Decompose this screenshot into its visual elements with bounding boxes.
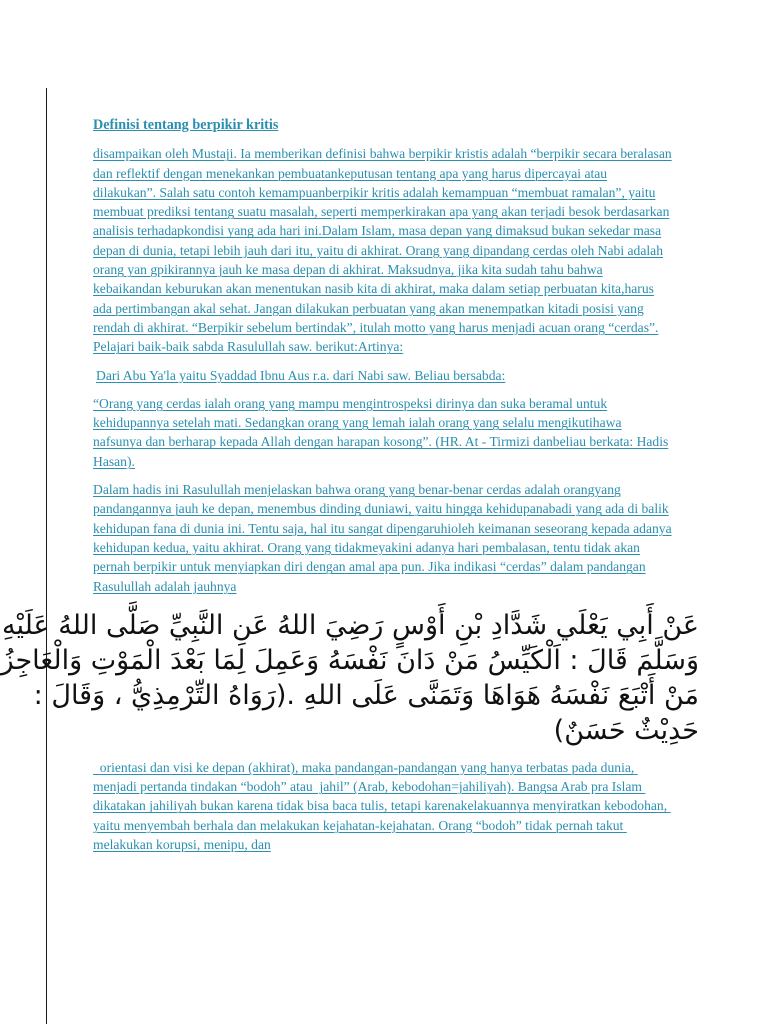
paragraph-closing[interactable]: orientasi dan visi ke depan (akhirat), maka pandangan-pandangan yang hanya terbatas pada dunia, menjadi pertanda tindakan “bodoh” atau jahil” (Arab, kebodohan=jahiliyah). Bangsa Arab pra Islam dikatakan jahiliyah bukan karena tidak bisa baca tulis, tetapi karenakelakuannya menyiratkan kebodohan, yaitu menyembah berhala dan melakukan kejahatan-kejahatan. Orang “bodoh” tidak pernah takut melakukan korupsi, menipu, dan [93,759,671,853]
arabic-line-4: حَدِيْثٌ حَسَنٌ) [553,714,699,746]
paragraph-explanation[interactable]: Dalam hadis ini Rasulullah menjelaskan bahwa orang yang benar-benar cerdas adalah orangyang pandangannya jauh ke depan, menembus dinding duniawi, yaitu hingga kehidupanabadi yang ada di balik kehidupan fana di dunia ini. Tentu saja, hal itu sangat dipengaruhioleh keimanan seseorang kepada adanya kehidupan kedua, yaitu akhirat. Orang yang tidakmeyakini adanya hari pembalasan, tentu tidak akan pernah berpikir untuk menyiapkan diri dengan amal apa pun. Jika indikasi “cerdas” dalam pandangan Rasulullah adalah jauhnya [93,482,672,594]
paragraph-hadith-intro[interactable]: Dari Abu Ya'la yaitu Syaddad Ibnu Aus r.a. dari Nabi saw. Beliau bersabda: [96,367,506,383]
paragraph-hadith-translation[interactable]: “Orang yang cerdas ialah orang yang mampu mengintrospeksi dirinya dan suka beramal untuk kehidupannya setelah mati. Sedangkan orang yang lemah ialah orang yang selalu mengikutihawa nafsunya dan berharap kepada Allah dengan harapan kosong”. (HR. At - Tirmizi danbeliau berkata: Hadis Hasan). [93,395,669,469]
arabic-line-1: عَنْ أَبِي يَعْلَي شَدَّادِ بْنِ أَوْسٍ رَضِيَ اللهُ عَنِ النَّبِيِّ صَلَّى اللهُ عَلَيْهِ [1,609,699,641]
document-body [0,116,699,863]
arabic-line-2: وَسَلَّمَ قَالَ : اَلْكَيِّسُ مَنْ دَانَ نَفْسَهُ وَعَمِلَ لِمَا بَعْدَ الْمَوْتِ وَالْعَاجِزُ [0,644,699,676]
arabic-line-3: مَنْ أَتْبَعَ نَفْسَهُ هَوَاهَا وَتَمَنَّى عَلَى اللهِ .(رَوَاهُ التِّرْمِذِيُّ ، وَقَالَ : [33,679,699,711]
paragraph-definition[interactable]: disampaikan oleh Mustaji. Ia memberikan definisi bahwa berpikir kristis adalah “berpikir secara beralasan dan reflektif dengan menekankan pembuatankeputusan tentang apa yang harus dipercayai atau dilakukan”. Salah satu contoh kemampuanberpikir kritis adalah kemampuan “membuat ramalan”, yaitu membuat prediksi tentang suatu masalah, seperti memperkirakan apa yang akan terjadi besok berdasarkan analisis terhadapkondisi yang ada hari ini.Dalam Islam, masa depan yang dimaksud bukan sekedar masa depan di dunia, tetapi lebih jauh dari itu, yaitu di akhirat. Orang yang dipandang cerdas oleh Nabi adalah orang yan gpikirannya jauh ke masa depan di akhirat. Maksudnya, jika kita sudah tahu bahwa kebaikandan keburukan akan menentukan nasib kita di akhirat, maka dalam setiap perbuatan kita,harus ada pertimbangan akal sehat. Jangan dilakukan perbuatan yang akan menempatkan kitadi posisi yang rendah di akhirat. “Berpikir sebelum bertindak”, itulah motto yang harus menjadi acuan orang “cerdas”. Pelajari baik-baik sabda Rasulullah saw. berikut:Artinya: [93,146,672,355]
document-title: Definisi tentang berpikir kritis [93,117,279,133]
page-margin-line [46,88,47,1024]
arabic-hadith-text [0,608,699,748]
